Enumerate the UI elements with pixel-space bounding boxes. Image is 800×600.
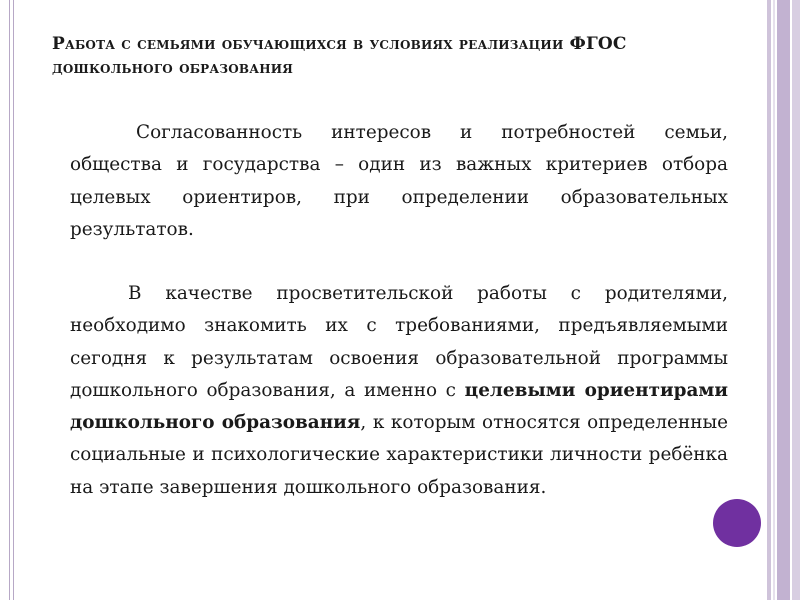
paragraph-2 [70,278,728,504]
paragraph-2-emphasis: целевыми ориентирами дошкольного образования [70,379,728,434]
right-stripe [792,0,800,600]
right-stripe [767,0,771,600]
right-stripe [773,0,775,600]
decorative-circle [713,499,761,547]
slide-title: Работа с семьями обучающихся в условиях реализации ФГОС дошкольного образования [52,34,627,78]
paragraph-2-end: , к которым относятся определенные социальные и психологические характеристики личности ребёнка на этапе завершения дошкольного образования. [70,412,728,498]
paragraph-2-start: В качестве просветительской работы с родителями, необходимо знакомить их с требованиями, предъявляемыми сегодня к результатам освоения образовательной программы дошкольного образования, а именно с [70,283,728,401]
left-border-line [9,0,10,600]
left-border-line [13,0,14,600]
right-stripe [777,0,790,600]
paragraph-1: Согласованность интересов и потребностей семьи, общества и государства – один из важных критериев отбора целевых ориентиров, при определении образовательных результатов. [70,122,728,240]
